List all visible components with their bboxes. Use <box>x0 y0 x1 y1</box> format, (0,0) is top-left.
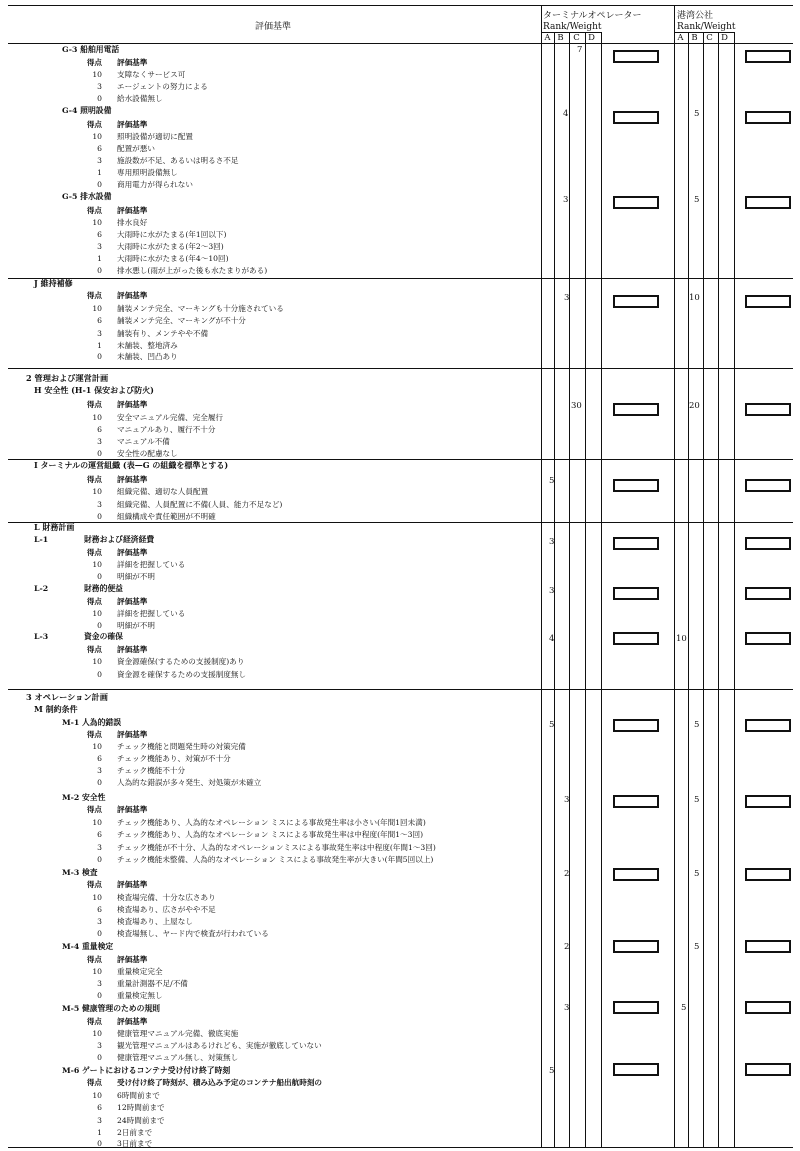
to-score-input-box[interactable] <box>613 719 659 732</box>
criteria-text: チェック機能が不十分、人為的なオペレーションミスによる事故発生率は中程度(年間1～3回) <box>117 843 436 852</box>
score-value: 3 <box>97 329 102 338</box>
score-value: 6 <box>97 425 102 434</box>
score-value: 6 <box>97 830 102 839</box>
pa-score-input-box[interactable] <box>745 868 791 881</box>
score-value: 0 <box>97 855 102 864</box>
col-pa-cd <box>718 32 719 1147</box>
col-pa-right <box>734 32 735 1147</box>
score-header: 得点 <box>86 400 102 409</box>
item-heading-title: 財務および経済経費 <box>84 535 155 544</box>
pa-weight-value: 10 <box>689 293 700 303</box>
score-value: 10 <box>92 1091 102 1100</box>
criteria-text: 2日前まで <box>117 1128 153 1137</box>
criteria-text: 照明設備が適切に配置 <box>117 132 193 141</box>
score-header: 得点 <box>86 548 102 557</box>
col-pa-left <box>674 5 675 1147</box>
pa-score-input-box[interactable] <box>745 1001 791 1014</box>
col-to-bc <box>569 32 570 1147</box>
to-rank-a: A <box>544 33 551 43</box>
score-header: 得点 <box>86 120 102 129</box>
pa-rank-b: B <box>691 33 698 43</box>
score-value: 6 <box>97 905 102 914</box>
score-value: 3 <box>97 500 102 509</box>
criteria-text: 大雨時に水がたまる(年2～3回) <box>117 242 224 251</box>
criteria-header: 評価基準 <box>117 120 148 129</box>
pa-weight-value: 5 <box>694 942 700 952</box>
to-score-input-box[interactable] <box>613 940 659 953</box>
criteria-text: 詳細を把握している <box>117 560 186 569</box>
criteria-text: チェック機能と問題発生時の対策完備 <box>117 742 246 751</box>
score-value: 10 <box>92 967 102 976</box>
score-header: 得点 <box>86 475 102 484</box>
item-heading: G-4 照明設備 <box>62 106 112 115</box>
criteria-text: 排水悪し(雨が上がった後も水たまりがある) <box>117 266 268 275</box>
to-rank-d: D <box>588 33 595 43</box>
to-weight-value: 4 <box>563 109 569 119</box>
score-value: 0 <box>97 352 102 361</box>
criteria-text: 人為的な錯誤が多々発生、対処策が未確立 <box>117 778 262 787</box>
pa-rank-c: C <box>706 33 713 43</box>
criteria-text: 安全マニュアル完備、完全履行 <box>117 413 224 422</box>
to-weight-value: 4 <box>549 634 555 644</box>
score-value: 10 <box>92 304 102 313</box>
score-value: 0 <box>97 621 102 630</box>
score-value: 0 <box>97 572 102 581</box>
criteria-text: 商用電力が得られない <box>117 180 193 189</box>
port-authority-header: 港湾公社 <box>677 11 714 21</box>
score-value: 3 <box>97 82 102 91</box>
col-pa-ab <box>688 32 689 1147</box>
criteria-column-header: 評価基準 <box>255 22 292 32</box>
pa-score-input-box[interactable] <box>745 295 791 308</box>
criteria-text: チェック機能あり、対策が不十分 <box>117 754 231 763</box>
category-heading: J 維持補修 <box>34 278 73 288</box>
pa-score-input-box[interactable] <box>745 632 791 645</box>
item-heading: G-5 排水設備 <box>62 192 112 201</box>
criteria-text: 健康管理マニュアル無し、対策無し <box>117 1053 239 1062</box>
pa-weight-value: 5 <box>694 720 700 730</box>
score-header: 得点 <box>86 1017 102 1026</box>
pa-score-input-box[interactable] <box>745 795 791 808</box>
criteria-text: 6時間前まで <box>117 1091 160 1100</box>
rule-header-bottom <box>8 43 793 44</box>
criteria-text: 大雨時に水がたまる(年1回以下) <box>117 230 227 239</box>
item-heading: L-1 <box>34 535 49 544</box>
to-weight-value: 3 <box>564 795 570 805</box>
criteria-text: 大雨時に水がたまる(年4～10回) <box>117 254 229 263</box>
score-value: 0 <box>97 670 102 679</box>
score-value: 3 <box>97 242 102 251</box>
score-value: 6 <box>97 144 102 153</box>
score-value: 10 <box>92 218 102 227</box>
col-pa-bc <box>703 32 704 1147</box>
to-weight-value: 30 <box>571 401 582 411</box>
criteria-text: 専用照明設備無し <box>117 168 178 177</box>
score-header: 得点 <box>86 880 102 889</box>
pa-weight-value: 20 <box>689 401 700 411</box>
criteria-text: チェック機能不十分 <box>117 766 186 775</box>
criteria-text: エージェントの努力による <box>117 82 208 91</box>
score-header: 得点 <box>86 955 102 964</box>
criteria-text: 未舗装、凹凸あり <box>117 352 178 361</box>
score-value: 0 <box>97 778 102 787</box>
item-heading: L-3 <box>34 632 49 641</box>
criteria-text: 検査場あり、上屋なし <box>117 917 193 926</box>
item-heading: M-3 検査 <box>62 868 98 877</box>
terminal-operator-header: ターミナルオペレーター <box>543 11 642 21</box>
to-rank-c: C <box>573 33 580 43</box>
score-value: 10 <box>92 657 102 666</box>
score-value: 10 <box>92 70 102 79</box>
score-value: 0 <box>97 929 102 938</box>
score-value: 0 <box>97 991 102 1000</box>
score-value: 3 <box>97 766 102 775</box>
section-heading: 3 オペレーション計画 <box>26 692 108 702</box>
pa-weight-value: 10 <box>676 634 687 644</box>
criteria-text: 重量検定無し <box>117 991 163 1000</box>
score-value: 10 <box>92 1029 102 1038</box>
pa-rank-d: D <box>721 33 728 43</box>
criteria-text: 支障なくサービス可 <box>117 70 186 79</box>
to-weight-value: 7 <box>577 45 583 55</box>
score-value: 10 <box>92 132 102 141</box>
score-value: 1 <box>97 168 102 177</box>
score-value: 10 <box>92 560 102 569</box>
item-heading: M-1 人為的錯誤 <box>62 718 121 727</box>
criteria-text: 安全性の配慮なし <box>117 449 178 458</box>
rule-section-2 <box>8 368 793 369</box>
score-header: 得点 <box>86 645 102 654</box>
to-weight-value: 5 <box>549 476 555 486</box>
criteria-text: 給水設備無し <box>117 94 163 103</box>
score-value: 10 <box>92 893 102 902</box>
pa-weight-value: 5 <box>681 1003 687 1013</box>
to-score-input-box[interactable] <box>613 50 659 63</box>
to-score-input-box[interactable] <box>613 1063 659 1076</box>
score-value: 1 <box>97 254 102 263</box>
criteria-text: 組織完備、適切な人員配置 <box>117 487 209 496</box>
category-heading: H 安全性 (H-1 保安および防火) <box>34 385 154 395</box>
to-weight-value: 2 <box>564 869 570 879</box>
score-value: 6 <box>97 316 102 325</box>
to-score-input-box[interactable] <box>613 403 659 416</box>
pa-score-input-box[interactable] <box>745 940 791 953</box>
criteria-text: 12時間前まで <box>117 1103 165 1112</box>
score-value: 3 <box>97 437 102 446</box>
criteria-text: マニュアル不備 <box>117 437 170 446</box>
to-score-input-box[interactable] <box>613 196 659 209</box>
score-value: 10 <box>92 413 102 422</box>
criteria-text: 舗装有り、メンテやや不備 <box>117 329 209 338</box>
score-value: 0 <box>97 180 102 189</box>
criteria-text: 3日前まで <box>117 1139 153 1148</box>
score-value: 3 <box>97 1116 102 1125</box>
criteria-text: マニュアルあり、履行不十分 <box>117 425 216 434</box>
criteria-text: 組織構成や責任範囲が不明確 <box>117 512 216 521</box>
category-heading: M 制約条件 <box>34 704 78 714</box>
to-score-input-box[interactable] <box>613 479 659 492</box>
criteria-header: 評価基準 <box>117 597 148 606</box>
criteria-text: 検査場あり、広さがやや不足 <box>117 905 216 914</box>
criteria-text: 明細が不明 <box>117 572 155 581</box>
item-heading: G-3 船舶用電話 <box>62 45 120 54</box>
criteria-text: チェック機能あり、人為的なオペレーション ミスによる事故発生率は小さい(年間1回未満) <box>117 818 426 827</box>
to-weight-value: 3 <box>563 195 569 205</box>
pa-score-input-box[interactable] <box>745 479 791 492</box>
criteria-text: 未舗装、整地済み <box>117 341 178 350</box>
score-value: 1 <box>97 1128 102 1137</box>
to-weight-value: 3 <box>549 586 555 596</box>
criteria-text: 施設数が不足、あるいは明るさ不足 <box>117 156 239 165</box>
criteria-text: 明細が不明 <box>117 621 155 630</box>
criteria-text: 24時間前まで <box>117 1116 165 1125</box>
to-score-input-box[interactable] <box>613 295 659 308</box>
criteria-text: 健康管理マニュアル完備、徹底実施 <box>117 1029 239 1038</box>
category-heading: L 財務計画 <box>34 522 75 532</box>
score-value: 0 <box>97 1139 102 1148</box>
col-to-left <box>541 5 542 1147</box>
score-header: 得点 <box>86 206 102 215</box>
score-header: 得点 <box>86 730 102 739</box>
criteria-text: 検査場無し、ヤード内で検査が行われている <box>117 929 269 938</box>
col-to-right <box>601 32 602 1147</box>
criteria-header: 評価基準 <box>117 880 148 889</box>
pa-weight-value: 5 <box>694 795 700 805</box>
score-value: 6 <box>97 754 102 763</box>
score-header: 得点 <box>86 805 102 814</box>
terminal-operator-rank-weight: Rank/Weight <box>543 22 602 32</box>
rule-section-l <box>8 522 793 523</box>
pa-rank-a: A <box>677 33 684 43</box>
pa-weight-value: 5 <box>694 109 700 119</box>
score-header: 得点 <box>86 597 102 606</box>
criteria-header: 評価基準 <box>117 206 148 215</box>
criteria-text: 重量計測器不足/不備 <box>117 979 188 988</box>
criteria-header: 評価基準 <box>117 955 148 964</box>
criteria-header: 評価基準 <box>117 730 148 739</box>
to-weight-value: 3 <box>549 537 555 547</box>
criteria-text: 重量検定完全 <box>117 967 163 976</box>
rule-section-3 <box>8 689 793 690</box>
pa-score-input-box[interactable] <box>745 719 791 732</box>
score-value: 10 <box>92 609 102 618</box>
score-value: 10 <box>92 742 102 751</box>
rule-section-j <box>8 278 793 279</box>
score-header: 得点 <box>86 1078 102 1087</box>
criteria-text: 排水良好 <box>117 218 148 227</box>
score-value: 10 <box>92 818 102 827</box>
score-value: 3 <box>97 843 102 852</box>
criteria-header: 評価基準 <box>117 291 148 300</box>
category-heading: I ターミナルの運営組織 (表—G の組織を標準とする) <box>34 460 229 470</box>
criteria-text: 舗装メンテ完全、マーキングも十分施されている <box>117 304 284 313</box>
port-authority-rank-weight: Rank/Weight <box>677 22 736 32</box>
criteria-header: 評価基準 <box>117 1017 148 1026</box>
to-score-input-box[interactable] <box>613 632 659 645</box>
pa-score-input-box[interactable] <box>745 196 791 209</box>
pa-score-input-box[interactable] <box>745 537 791 550</box>
score-value: 0 <box>97 1053 102 1062</box>
score-value: 3 <box>97 979 102 988</box>
to-weight-value: 3 <box>564 293 570 303</box>
criteria-header: 評価基準 <box>117 805 148 814</box>
item-heading: L-2 <box>34 584 49 593</box>
criteria-text: 観光管理マニュアルはあるけれども、実施が徹底していない <box>117 1041 322 1050</box>
pa-score-input-box[interactable] <box>745 50 791 63</box>
score-header: 得点 <box>86 58 102 67</box>
to-weight-value: 5 <box>549 1066 555 1076</box>
score-value: 0 <box>97 449 102 458</box>
item-heading: M-6 ゲートにおけるコンテナ受け付け終了時刻 <box>62 1066 231 1075</box>
rule-top <box>8 5 793 6</box>
rule-pa-sub <box>674 32 734 33</box>
to-weight-value: 5 <box>549 720 555 730</box>
to-weight-value: 2 <box>564 942 570 952</box>
criteria-text: 資金源確保(するための支援制度)あり <box>117 657 245 666</box>
to-score-input-box[interactable] <box>613 537 659 550</box>
criteria-text: 組織完備、人員配置に不備(人員、能力不足など) <box>117 500 283 509</box>
score-value: 0 <box>97 512 102 521</box>
score-value: 3 <box>97 156 102 165</box>
score-value: 1 <box>97 341 102 350</box>
criteria-header: 評価基準 <box>117 58 148 67</box>
criteria-header: 評価基準 <box>117 475 148 484</box>
to-score-input-box[interactable] <box>613 1001 659 1014</box>
score-value: 0 <box>97 266 102 275</box>
criteria-text: チェック機能あり、人為的なオペレーション ミスによる事故発生率は中程度(年間1～3回) <box>117 830 424 839</box>
criteria-text: 配置が悪い <box>117 144 155 153</box>
to-weight-value: 3 <box>564 1003 570 1013</box>
criteria-header: 受け付け終了時刻が、積み込み予定のコンテナ船出航時刻の <box>117 1078 323 1087</box>
criteria-text: 詳細を把握している <box>117 609 186 618</box>
pa-score-input-box[interactable] <box>745 403 791 416</box>
criteria-text: チェック機能未整備、人為的なオペレーション ミスによる事故発生率が大きい(年間5回以上) <box>117 855 434 864</box>
to-score-input-box[interactable] <box>613 795 659 808</box>
rule-to-sub <box>541 32 601 33</box>
criteria-text: 資金源を確保するための支援制度無し <box>117 670 247 679</box>
item-heading-title: 資金の確保 <box>84 632 123 641</box>
score-value: 3 <box>97 1041 102 1050</box>
pa-weight-value: 5 <box>694 869 700 879</box>
col-to-cd <box>585 32 586 1147</box>
criteria-header: 評価基準 <box>117 548 148 557</box>
criteria-text: 舗装メンテ完全、マーキングが不十分 <box>117 316 246 325</box>
section-heading: 2 管理および運営計画 <box>26 373 109 383</box>
score-value: 6 <box>97 1103 102 1112</box>
to-score-input-box[interactable] <box>613 868 659 881</box>
to-rank-b: B <box>557 33 564 43</box>
criteria-header: 評価基準 <box>117 645 148 654</box>
score-value: 3 <box>97 917 102 926</box>
score-value: 0 <box>97 94 102 103</box>
item-heading: M-4 重量検定 <box>62 942 114 951</box>
criteria-text: 検査場完備、十分な広さあり <box>117 893 216 902</box>
score-value: 6 <box>97 230 102 239</box>
pa-score-input-box[interactable] <box>745 587 791 600</box>
criteria-header: 評価基準 <box>117 400 148 409</box>
item-heading-title: 財務的便益 <box>84 584 123 593</box>
to-score-input-box[interactable] <box>613 587 659 600</box>
item-heading: M-5 健康管理のための規則 <box>62 1004 160 1013</box>
pa-weight-value: 5 <box>694 195 700 205</box>
pa-score-input-box[interactable] <box>745 1063 791 1076</box>
pa-score-input-box[interactable] <box>745 111 791 124</box>
score-header: 得点 <box>86 291 102 300</box>
item-heading: M-2 安全性 <box>62 793 106 802</box>
score-value: 10 <box>92 487 102 496</box>
to-score-input-box[interactable] <box>613 111 659 124</box>
